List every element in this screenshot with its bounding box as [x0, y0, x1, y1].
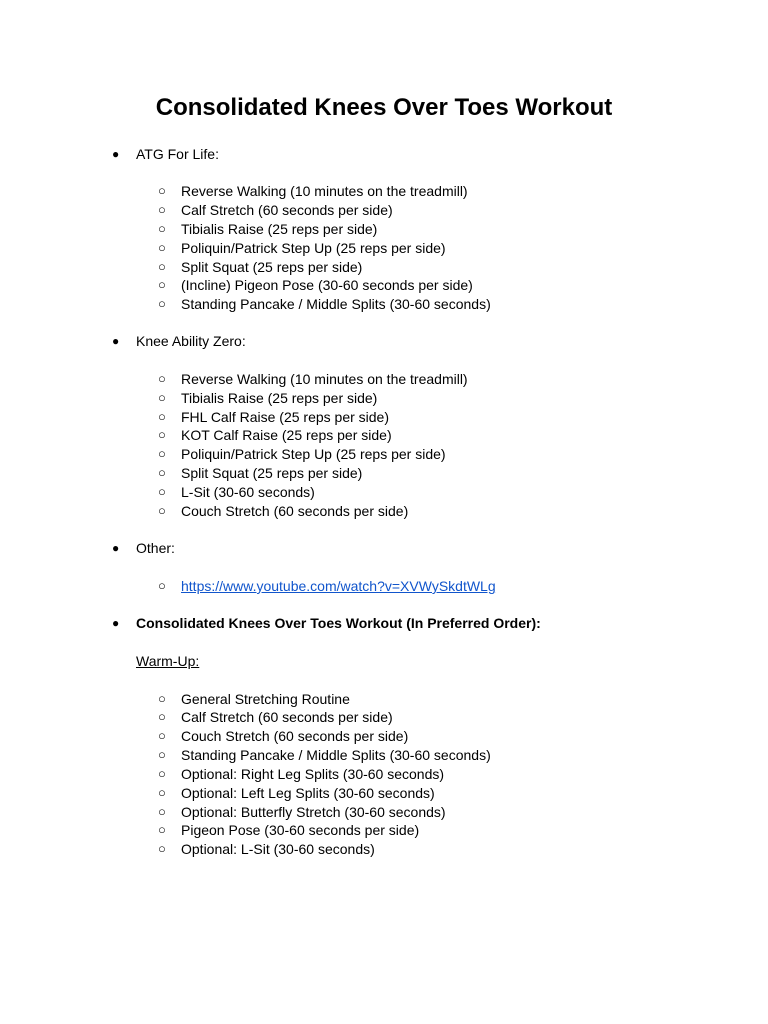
bullet-icon: ●	[112, 541, 120, 555]
circle-bullet-icon: ○	[158, 240, 166, 255]
circle-bullet-icon: ○	[158, 259, 166, 274]
circle-bullet-icon: ○	[158, 709, 166, 724]
list-item: Standing Pancake / Middle Splits (30-60 seconds)	[181, 747, 491, 763]
list-item: Split Squat (25 reps per side)	[181, 259, 363, 275]
section-heading: Knee Ability Zero:	[136, 333, 246, 349]
list-item: Pigeon Pose (30-60 seconds per side)	[181, 822, 420, 838]
circle-bullet-icon: ○	[158, 728, 166, 743]
list-item: Couch Stretch (60 seconds per side)	[181, 728, 409, 744]
circle-bullet-icon: ○	[158, 277, 166, 292]
circle-bullet-icon: ○	[158, 484, 166, 499]
list-item: FHL Calf Raise (25 reps per side)	[181, 409, 390, 425]
circle-bullet-icon: ○	[158, 221, 166, 236]
list-item: (Incline) Pigeon Pose (30-60 seconds per side)	[181, 277, 473, 293]
section-heading: Other:	[136, 540, 175, 556]
bullet-icon: ●	[112, 616, 120, 630]
list-item: Standing Pancake / Middle Splits (30-60 seconds)	[181, 296, 491, 312]
list-item: Optional: Butterfly Stretch (30-60 seconds)	[181, 804, 446, 820]
list-item: Split Squat (25 reps per side)	[181, 465, 363, 481]
circle-bullet-icon: ○	[158, 446, 166, 461]
list-item: Optional: Left Leg Splits (30-60 seconds)	[181, 785, 435, 801]
list-item: Calf Stretch (60 seconds per side)	[181, 709, 393, 725]
section-heading: Consolidated Knees Over Toes Workout (In Preferred Order):	[136, 615, 541, 631]
circle-bullet-icon: ○	[158, 390, 166, 405]
circle-bullet-icon: ○	[158, 747, 166, 762]
circle-bullet-icon: ○	[158, 804, 166, 819]
list-item: L-Sit (30-60 seconds)	[181, 484, 315, 500]
circle-bullet-icon: ○	[158, 183, 166, 198]
section-heading: ATG For Life:	[136, 146, 219, 162]
list-item: KOT Calf Raise (25 reps per side)	[181, 427, 392, 443]
circle-bullet-icon: ○	[158, 785, 166, 800]
circle-bullet-icon: ○	[158, 427, 166, 442]
list-item: Poliquin/Patrick Step Up (25 reps per side)	[181, 240, 446, 256]
circle-bullet-icon: ○	[158, 409, 166, 424]
page-title: Consolidated Knees Over Toes Workout	[155, 94, 613, 121]
circle-bullet-icon: ○	[158, 766, 166, 781]
circle-bullet-icon: ○	[158, 465, 166, 480]
list-item: Tibialis Raise (25 reps per side)	[181, 221, 378, 237]
bullet-icon: ●	[112, 147, 120, 161]
circle-bullet-icon: ○	[158, 822, 166, 837]
circle-bullet-icon: ○	[158, 691, 166, 706]
youtube-link[interactable]: https://www.youtube.com/watch?v=XVWySkdtWLg	[181, 578, 496, 594]
list-item: Tibialis Raise (25 reps per side)	[181, 390, 378, 406]
warm-up-subheading: Warm-Up:	[136, 653, 200, 669]
list-item: Optional: L-Sit (30-60 seconds)	[181, 841, 375, 857]
circle-bullet-icon: ○	[158, 202, 166, 217]
list-item: Optional: Right Leg Splits (30-60 seconds)	[181, 766, 445, 782]
list-item: Couch Stretch (60 seconds per side)	[181, 503, 409, 519]
list-item: General Stretching Routine	[181, 691, 350, 707]
list-item: Reverse Walking (10 minutes on the treadmill)	[181, 183, 468, 199]
list-item: Poliquin/Patrick Step Up (25 reps per side)	[181, 446, 446, 462]
list-item: Reverse Walking (10 minutes on the treadmill)	[181, 371, 468, 387]
bullet-icon: ●	[112, 334, 120, 348]
circle-bullet-icon: ○	[158, 841, 166, 856]
circle-bullet-icon: ○	[158, 578, 166, 593]
list-item: Calf Stretch (60 seconds per side)	[181, 202, 393, 218]
circle-bullet-icon: ○	[158, 503, 166, 518]
circle-bullet-icon: ○	[158, 296, 166, 311]
circle-bullet-icon: ○	[158, 371, 166, 386]
